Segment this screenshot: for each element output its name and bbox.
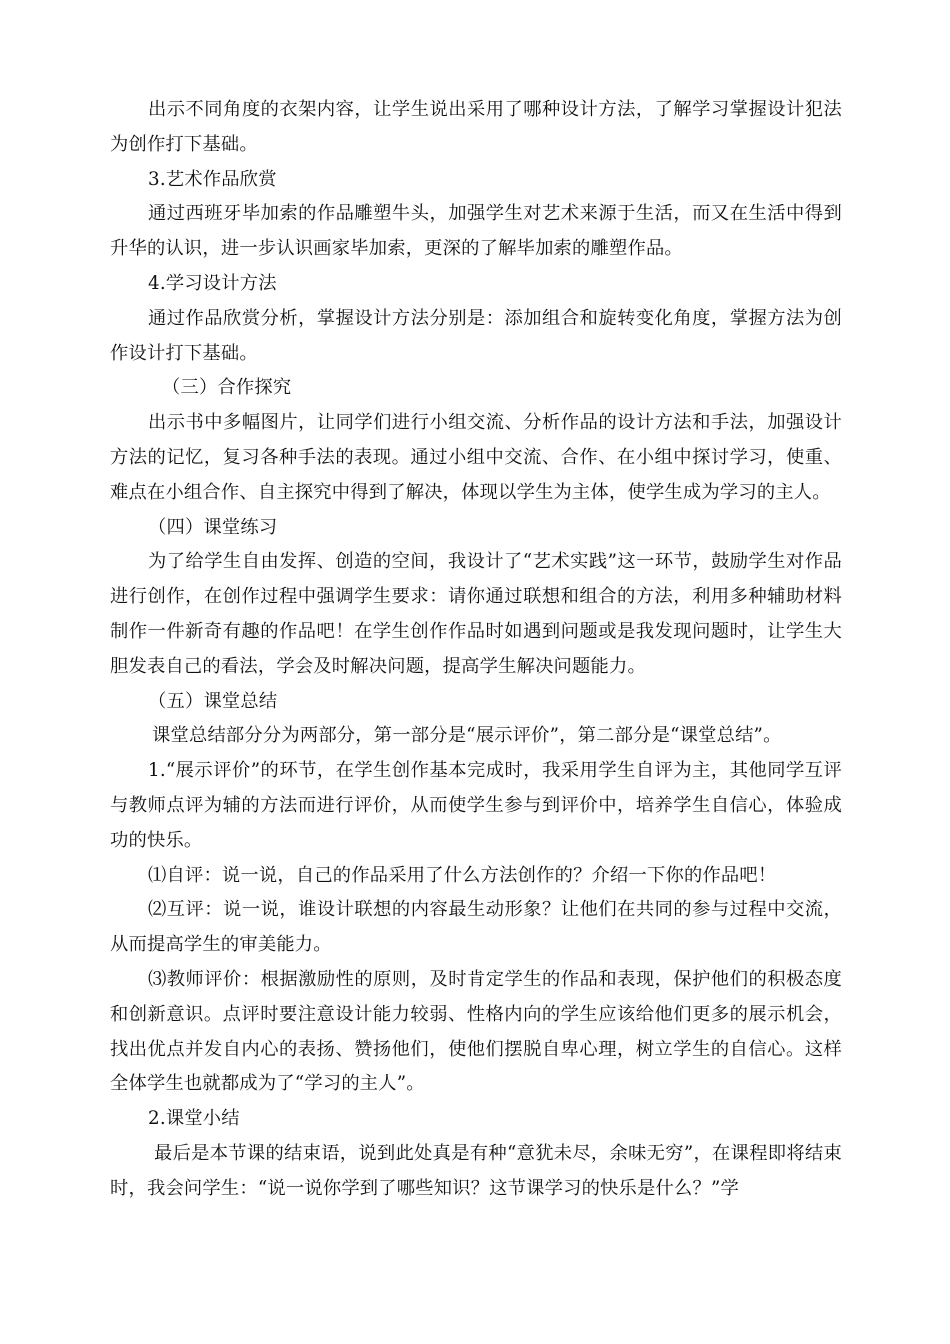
- section-heading-design-methods: 4.学习设计方法: [148, 272, 277, 294]
- paragraph-peer-evaluation: ⑵互评：说一说，谁设计联想的内容最生动形象？让他们在共同的参与过程中交流，从而提高学生的审美能力。: [110, 899, 842, 956]
- section-heading-art-appreciation: 3.艺术作品欣赏: [148, 168, 277, 190]
- section-heading-cooperative-inquiry: （三）合作探究: [162, 377, 292, 399]
- section-heading-classroom-practice: （四）课堂练习: [148, 516, 278, 538]
- paragraph-coat-hanger-design: 出示不同角度的衣架内容，让学生说出采用了哪种设计方法，了解学习掌握设计犯法为创作打下基础。: [110, 99, 842, 155]
- paragraph-art-practice: 为了给学生自由发挥、创造的空间，我设计了“艺术实践”这一环节，鼓励学生对作品进行创作，在创作过程中强调学生要求：请你通过联想和组合的方法，利用多种辅助材料制作一件新奇有趣的作品吧！在学生创作作品时如遇到问题或是我发现问题时，让学生大胆发表自己的看法，学会及时解决问题，提高学生解决问题能力。: [110, 551, 842, 677]
- paragraph-group-discussion: 出示书中多幅图片，让同学们进行小组交流、分析作品的设计方法和手法，加强设计方法的记忆，复习各种手法的表现。通过小组中交流、合作、在小组中探讨学习，使重、难点在小组合作、自主探究中得到了解决，体现以学生为主体，使学生成为学习的主人。: [110, 412, 842, 503]
- paragraph-display-evaluation: 1.“展示评价”的环节，在学生创作基本完成时，我采用学生自评为主，其他同学互评与教师点评为辅的方法而进行评价，从而使学生参与到评价中，培养学生自信心，体验成功的快乐。: [110, 760, 842, 851]
- paragraph-design-methods: 通过作品欣赏分析，掌握设计方法分别是：添加组合和旋转变化角度，掌握方法为创作设计打下基础。: [110, 307, 842, 364]
- paragraph-teacher-evaluation: ⑶教师评价：根据激励性的原则，及时肯定学生的作品和表现，保护他们的积极态度和创新意识。点评时要注意设计能力较弱、性格内向的学生应该给他们更多的展示机会，找出优点并发自内心的表扬、赞扬他们，使他们摆脱自卑心理，树立学生的自信心。这样全体学生也就都成为了“学习的主人”。: [110, 968, 842, 1095]
- section-heading-lesson-summary: 2.课堂小结: [148, 1108, 240, 1130]
- paragraph-self-evaluation: ⑴自评：说一说，自己的作品采用了什么方法创作的？介绍一下你的作品吧！: [148, 864, 777, 886]
- paragraph-picasso-sculpture: 通过西班牙毕加索的作品雕塑牛头，加强学生对艺术来源于生活，而又在生活中得到升华的认识，进一步认识画家毕加索，更深的了解毕加索的雕塑作品。: [110, 203, 842, 260]
- section-heading-classroom-summary: （五）课堂总结: [148, 690, 278, 712]
- paragraph-closing-remarks: 最后是本节课的结束语，说到此处真是有种“意犹未尽，余味无穷”，在课程即将结束时，我会问学生：“说一说你学到了哪些知识？这节课学习的快乐是什么？”学: [110, 1142, 842, 1199]
- paragraph-summary-parts: 课堂总结部分分为两部分，第一部分是“展示评价”，第二部分是“课堂总结”。: [152, 725, 782, 747]
